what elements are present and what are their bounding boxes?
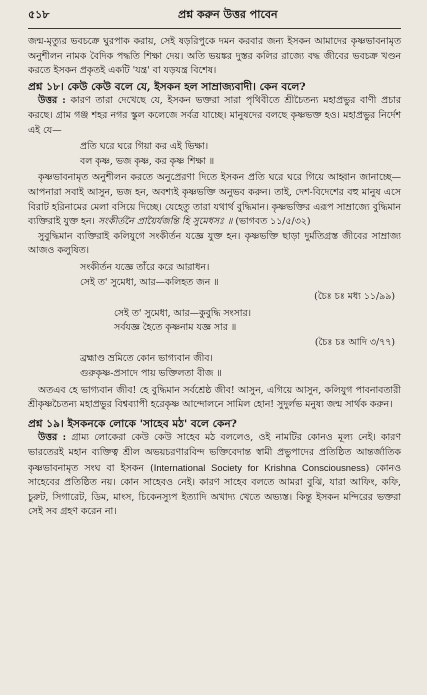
page-header xyxy=(28,8,401,29)
verse-line: সেই ত' সুমেধা, আর—কলিহত জন ॥ xyxy=(80,276,219,288)
verse-reference: (চৈঃ চঃ আদি ৩/৭৭) xyxy=(314,336,395,348)
page-number: ৫১৮ xyxy=(28,8,50,21)
verse-reference: (চৈঃ চঃ মধ্য ১১/৯৯) xyxy=(314,291,395,303)
verse-3 xyxy=(28,307,401,351)
answer-18-text: কারণ তারা দেখেছে যে, ইসকন ভক্তরা সারা পৃথিবীতে শ্রীচৈতন্য মহাপ্রভুর বাণী প্রচার করছে। গ্রাম গঞ্জ শহর নগর স্কুল কলেজে সর্বত্র যাচ্ছে। মানুষদের বলছে কৃষ্ণভক্ত হও। মহাপ্রভুর নির্দেশ এই যে— xyxy=(28,95,402,136)
answer-18 xyxy=(28,94,401,138)
answer-19-text-1: গ্রাম্য লোকেরা কেউ কেউ সাহেব মঠ বললেও, ওই নামটির কোনও মূল্য নেই। কারণ ভারতেরই মহান ব্যক্তিত্ব শ্রীল অভয়চরণারবিন্দ ভক্তিবেদান্ত স্বামী প্রভুপাদের প্রতিষ্ঠিত আন্তর্জাতিক কৃষ্ণভাবনামৃত সংঘ বা ইসকন ( xyxy=(28,432,401,474)
verse-line: বল কৃষ্ণ, ভজ কৃষ্ণ, কর কৃষ্ণ শিক্ষা ॥ xyxy=(80,155,215,167)
verse-line: প্রতি ঘরে ঘরে গিয়া কর এই ভিক্ষা। xyxy=(80,141,209,153)
answer-label: উত্তর : xyxy=(38,432,67,444)
running-title: প্রশ্ন করুন উত্তর পাবেন xyxy=(178,8,278,21)
question-19: প্রশ্ন ১৯। ইসকনকে লোকে 'সাহেব মঠ' বলে কেন? xyxy=(28,417,237,430)
paragraph-intelligent: সুবুদ্ধিমান ব্যক্তিরাই কলিযুগে সংকীর্তন যজ্ঞে যুক্ত হন। কৃষ্ণভক্তি ছাড়া দুর্মতিগ্রস্ত জীবের সাম্রাজ্য আজও কলুষিত। xyxy=(28,230,401,257)
verse-line: সংকীর্তন যজ্ঞে তাঁরে করে আরাধন। xyxy=(80,261,210,273)
answer-19-text-2: ) কোনও সাহেবের প্রতিষ্ঠিত নয়। কোন সাহেবও নেই। কারণ সাহেব বলতে আমরা বুঝি, যারা আফিং, কফি, চুরুট, সিগারেট, ডিম, মাংস, চিকেনস্যুপ ইত্যাদি অখাদ্য খেতে অভ্যস্ত। কিন্তু ইসকন মন্দিরের ভক্তরা সেই সব গ্রহণ করেন না। xyxy=(28,462,402,518)
verse-2 xyxy=(28,261,401,305)
answer-19 xyxy=(28,431,401,520)
paragraph-intro: জন্ম-মৃত্যুর ভবচক্রে ঘুরপাক করায়, সেই ষড়রিপুকে দমন করবার জন্য ইসকন আমাদের কৃষ্ণভাবনামৃত অনুশীলন নামক বৈদিক পদ্ধতি শিক্ষা দেয়। অতি ভয়ঙ্কর দুস্তর কলির রাজ্যে বদ্ধ জীবের ভবচক্র খণ্ডন করতে ইসকন প্রকৃতই একটি 'যন্ত্র' বা যড়যন্ত্র বিশেষ। xyxy=(28,36,401,77)
question-18: প্রশ্ন ১৮। কেউ কেউ বলে যে, ইসকন হল সাম্রাজ্যবাদী। কেন বলে? xyxy=(28,80,306,93)
bhagavat-reference: (ভাগবত ১১/৫/৩২) xyxy=(235,216,311,228)
verse-line: সর্বযজ্ঞ হৈতে কৃষ্ণনাম যজ্ঞ সার ॥ xyxy=(114,322,237,334)
invitation-text: কৃষ্ণভাবনামৃত অনুশীলন করতে অনুপ্রেরণা দিতে ইসকন প্রতি ঘরে ঘরে গিয়ে আহ্বান জানাচ্ছে—আপনারা সবাই আসুন, ভজ হন, অবশ্যই কৃষ্ণভক্তি অনুভব করুন। তাই, দেশ-বিদেশের বহু মানুষ এসে বিরাট হরিনামের মেলা বসিয়ে দিচ্ছে। যেহেতু তারা যথার্থ বুদ্ধিমান। কৃষ্ণভক্তির এরূপ সাম্রাজ্যে বুদ্ধিমান ব্যক্তিরাই যুক্ত হন। xyxy=(28,172,401,228)
verse-4 xyxy=(28,352,401,381)
answer-label: উত্তর : xyxy=(38,95,66,107)
paragraph-appeal: অতএব হে ভাগ্যবান জীব! হে বুদ্ধিমান সর্বশ্রেষ্ঠ জীব! আসুন, এগিয়ে আসুন, কলিযুগ পাবনাবতারী শ্রীকৃষ্ণচৈতন্য মহাপ্রভুর বিশ্বব্যাপী হরেকৃষ্ণ আন্দোলনে সামিল হোন! সুদুর্লভ মনুষ্য জন্ম সার্থক করুন। xyxy=(28,384,401,411)
verse-1 xyxy=(28,140,401,169)
sanskrit-quote: সংকীর্তনৈ প্রায়ৈর্যজন্তি হি সুমেধসঃ ॥ xyxy=(97,216,233,228)
verse-line: গুরুকৃষ্ণ-প্রসাদে পায় ভক্তিলতা বীজ ॥ xyxy=(80,368,222,380)
paragraph-invitation xyxy=(28,171,401,229)
verse-line: ব্রহ্মাণ্ড ভ্রমিতে কোন ভাগ্যবান জীব। xyxy=(80,353,213,365)
iskcon-full-name: International Society for Krishna Consciousness xyxy=(153,461,366,473)
verse-line: সেই ত' সুমেধা, আর—কুবুদ্ধি সংসার। xyxy=(114,307,251,319)
